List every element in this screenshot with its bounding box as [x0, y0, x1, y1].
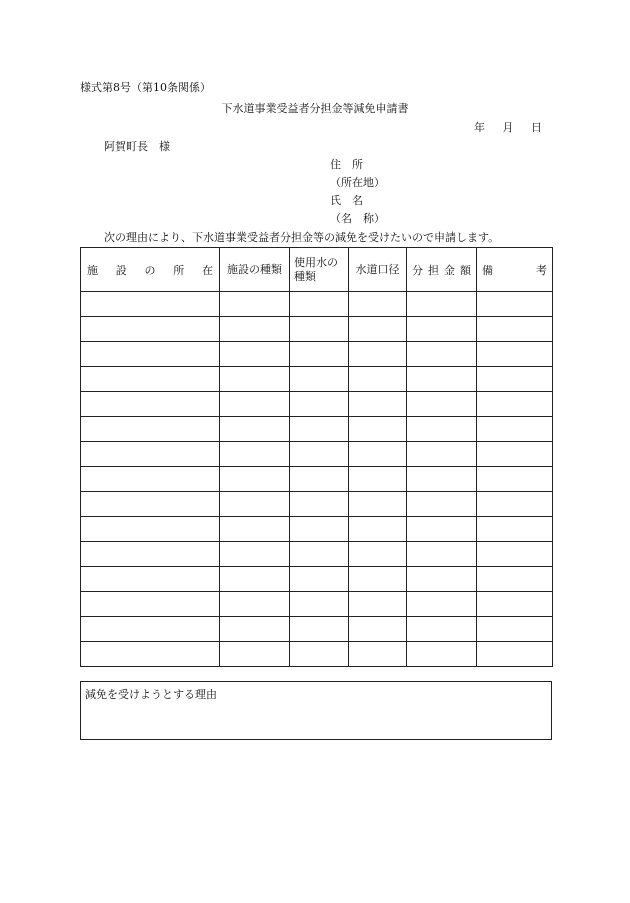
amount-cell[interactable] [407, 517, 477, 542]
remarks-cell[interactable] [477, 367, 553, 392]
remarks-cell[interactable] [477, 592, 553, 617]
table-row [81, 517, 553, 542]
facility-type-cell[interactable] [220, 517, 290, 542]
water-type-cell[interactable] [290, 367, 349, 392]
location-cell[interactable] [81, 417, 220, 442]
facility-type-cell[interactable] [220, 592, 290, 617]
remarks-cell[interactable] [477, 567, 553, 592]
pipe-diameter-cell[interactable] [349, 292, 407, 317]
water-type-cell[interactable] [290, 592, 349, 617]
table-row [81, 442, 553, 467]
table-row [81, 392, 553, 417]
pipe-diameter-cell[interactable] [349, 592, 407, 617]
facility-type-cell[interactable] [220, 292, 290, 317]
facility-type-cell[interactable] [220, 392, 290, 417]
pipe-diameter-cell[interactable] [349, 417, 407, 442]
location-cell[interactable] [81, 367, 220, 392]
addressee: 阿賀町長 様 [104, 140, 170, 153]
table-row [81, 592, 553, 617]
water-type-cell[interactable] [290, 467, 349, 492]
table-row [81, 492, 553, 517]
form-number: 様式第8号（第10条関係） [80, 81, 211, 94]
applicant-location-label: （所在地） [330, 176, 385, 189]
location-cell[interactable] [81, 342, 220, 367]
date-line [474, 121, 542, 135]
amount-cell[interactable] [407, 417, 477, 442]
pipe-diameter-cell[interactable] [349, 567, 407, 592]
reason-box[interactable] [80, 681, 552, 740]
pipe-diameter-cell[interactable] [349, 517, 407, 542]
table-row [81, 642, 553, 667]
remarks-cell[interactable] [477, 392, 553, 417]
amount-cell[interactable] [407, 567, 477, 592]
pipe-diameter-cell[interactable] [349, 317, 407, 342]
facility-type-cell[interactable] [220, 417, 290, 442]
amount-cell[interactable] [407, 467, 477, 492]
header-pipe-diameter: 水道口径 [349, 248, 407, 292]
amount-cell[interactable] [407, 492, 477, 517]
table-row [81, 317, 553, 342]
amount-cell[interactable] [407, 342, 477, 367]
facility-type-cell[interactable] [220, 492, 290, 517]
table-header-row [81, 248, 553, 292]
date-month-label: 月 [502, 121, 514, 134]
water-type-cell[interactable] [290, 617, 349, 642]
applicant-address-label: 住 所 [330, 158, 363, 171]
applicant-title-label: （名 称） [330, 212, 385, 225]
table-row [81, 467, 553, 492]
water-type-cell[interactable] [290, 442, 349, 467]
remarks-cell[interactable] [477, 617, 553, 642]
facility-type-cell[interactable] [220, 317, 290, 342]
reason-label: 減免を受けようとする理由 [85, 688, 217, 701]
location-cell[interactable] [81, 642, 220, 667]
facility-type-cell[interactable] [220, 467, 290, 492]
location-cell[interactable] [81, 517, 220, 542]
amount-cell[interactable] [407, 642, 477, 667]
amount-cell[interactable] [407, 367, 477, 392]
pipe-diameter-cell[interactable] [349, 367, 407, 392]
remarks-cell[interactable] [477, 542, 553, 567]
water-type-cell[interactable] [290, 317, 349, 342]
location-cell[interactable] [81, 467, 220, 492]
remarks-cell[interactable] [477, 642, 553, 667]
location-cell[interactable] [81, 392, 220, 417]
amount-cell[interactable] [407, 592, 477, 617]
water-type-cell[interactable] [290, 392, 349, 417]
pipe-diameter-cell[interactable] [349, 467, 407, 492]
location-cell[interactable] [81, 617, 220, 642]
table-row [81, 367, 553, 392]
pipe-diameter-cell[interactable] [349, 542, 407, 567]
facility-type-cell[interactable] [220, 542, 290, 567]
header-remarks: 備考 [477, 248, 553, 292]
amount-cell[interactable] [407, 542, 477, 567]
remarks-cell[interactable] [477, 492, 553, 517]
amount-cell[interactable] [407, 292, 477, 317]
water-type-cell[interactable] [290, 417, 349, 442]
water-type-cell[interactable] [290, 492, 349, 517]
water-type-cell[interactable] [290, 542, 349, 567]
table-row [81, 542, 553, 567]
pipe-diameter-cell[interactable] [349, 617, 407, 642]
remarks-cell[interactable] [477, 442, 553, 467]
facility-type-cell[interactable] [220, 442, 290, 467]
table-row [81, 567, 553, 592]
request-statement: 次の理由により、下水道事業受益者分担金等の減免を受けたいので申請します。 [104, 231, 500, 244]
amount-cell[interactable] [407, 617, 477, 642]
location-cell[interactable] [81, 442, 220, 467]
date-day-label: 日 [531, 121, 542, 134]
facility-type-cell[interactable] [220, 642, 290, 667]
remarks-cell[interactable] [477, 517, 553, 542]
applicant-name-label: 氏 名 [330, 194, 363, 207]
table-row [81, 342, 553, 367]
pipe-diameter-cell[interactable] [349, 492, 407, 517]
location-cell[interactable] [81, 317, 220, 342]
remarks-cell[interactable] [477, 417, 553, 442]
amount-cell[interactable] [407, 317, 477, 342]
facility-type-cell[interactable] [220, 342, 290, 367]
table-body [81, 292, 553, 667]
remarks-cell[interactable] [477, 342, 553, 367]
date-year-label: 年 [474, 121, 485, 134]
facility-type-cell[interactable] [220, 617, 290, 642]
header-water-type-line1: 使用水の [294, 255, 338, 269]
water-type-cell[interactable] [290, 567, 349, 592]
facility-type-cell[interactable] [220, 367, 290, 392]
form-title: 下水道事業受益者分担金等減免申請書 [221, 102, 409, 115]
header-water-type [290, 248, 349, 292]
pipe-diameter-cell[interactable] [349, 442, 407, 467]
remarks-cell[interactable] [477, 292, 553, 317]
water-type-cell[interactable] [290, 642, 349, 667]
location-cell[interactable] [81, 542, 220, 567]
location-cell[interactable] [81, 292, 220, 317]
facility-type-cell[interactable] [220, 567, 290, 592]
water-type-cell[interactable] [290, 292, 349, 317]
table-row [81, 417, 553, 442]
header-water-type-line2: 種類 [294, 269, 316, 283]
facility-table [80, 247, 553, 667]
header-amount: 分担金額 [407, 248, 477, 292]
amount-cell[interactable] [407, 392, 477, 417]
header-facility-type: 施設の種類 [220, 248, 290, 292]
pipe-diameter-cell[interactable] [349, 342, 407, 367]
pipe-diameter-cell[interactable] [349, 392, 407, 417]
header-location: 施設の所在 [81, 248, 220, 292]
water-type-cell[interactable] [290, 342, 349, 367]
table-row [81, 617, 553, 642]
amount-cell[interactable] [407, 442, 477, 467]
remarks-cell[interactable] [477, 317, 553, 342]
remarks-cell[interactable] [477, 467, 553, 492]
table-row [81, 292, 553, 317]
location-cell[interactable] [81, 492, 220, 517]
water-type-cell[interactable] [290, 517, 349, 542]
location-cell[interactable] [81, 592, 220, 617]
location-cell[interactable] [81, 567, 220, 592]
pipe-diameter-cell[interactable] [349, 642, 407, 667]
